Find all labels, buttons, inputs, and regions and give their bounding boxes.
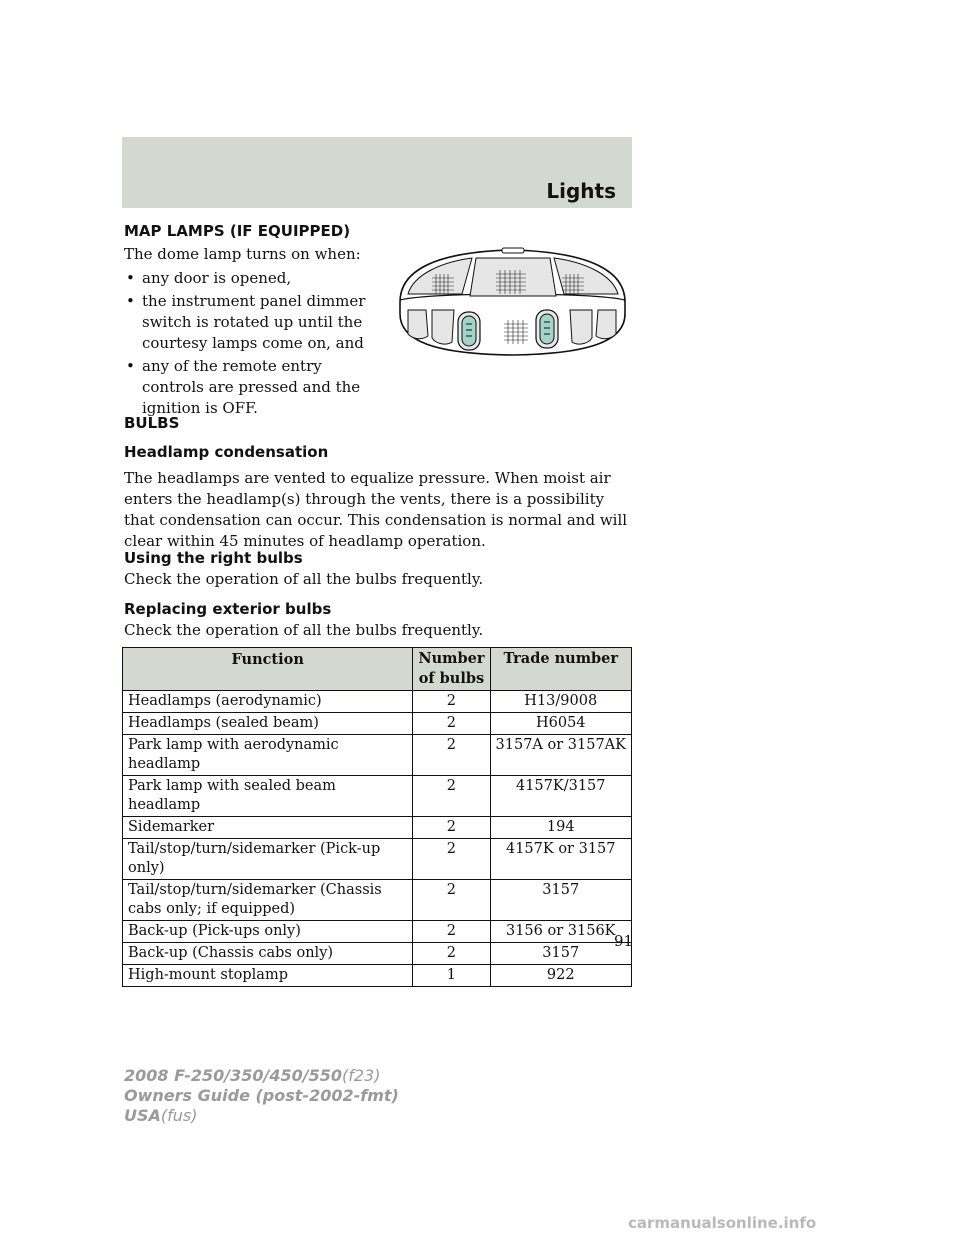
- cell-number: 2: [413, 735, 490, 776]
- cell-number: 2: [413, 691, 490, 713]
- cell-trade: 922: [490, 965, 632, 987]
- cell-trade: H13/9008: [490, 691, 632, 713]
- bullet-text: any of the remote entry controls are pressed and the ignition is OFF.: [142, 357, 361, 417]
- column-header-trade: Trade number: [490, 648, 632, 691]
- map-lamps-bullet-list: [124, 268, 384, 421]
- cell-function: Park lamp with aerodynamic headlamp: [123, 735, 413, 776]
- table-row: [123, 776, 632, 817]
- column-header-number: Number of bulbs: [413, 648, 490, 691]
- table-header-row: [123, 648, 632, 691]
- cell-function: Sidemarker: [123, 817, 413, 839]
- table-row: [123, 713, 632, 735]
- map-lamp-illustration: [392, 244, 633, 357]
- bullet-icon: •: [126, 269, 135, 287]
- bullet-text: the instrument panel dimmer switch is rotated up until the courtesy lamps come on, and: [142, 292, 366, 352]
- table-row: [123, 817, 632, 839]
- cell-function: Headlamps (sealed beam): [123, 713, 413, 735]
- cell-function: Tail/stop/turn/sidemarker (Pick-up only): [123, 839, 413, 880]
- cell-number: 2: [413, 839, 490, 880]
- section-header-band: [122, 137, 632, 208]
- cell-function: Back-up (Chassis cabs only): [123, 943, 413, 965]
- cell-function: High-mount stoplamp: [123, 965, 413, 987]
- document-footer: [124, 1066, 399, 1126]
- right-bulbs-text: Check the operation of all the bulbs frequently.: [124, 570, 484, 588]
- cell-trade: 4157K/3157: [490, 776, 632, 817]
- cell-number: 2: [413, 776, 490, 817]
- cell-number: 2: [413, 880, 490, 921]
- footer-market-code: (fus): [160, 1106, 198, 1125]
- bullet-text: any door is opened,: [142, 269, 292, 287]
- table-row: [123, 839, 632, 880]
- cell-number: 2: [413, 943, 490, 965]
- map-lamps-heading: MAP LAMPS (IF EQUIPPED): [124, 222, 351, 240]
- bulbs-heading: BULBS: [124, 414, 180, 432]
- cell-function: Tail/stop/turn/sidemarker (Chassis cabs only; if equipped): [123, 880, 413, 921]
- cell-trade: 3157A or 3157AK: [490, 735, 632, 776]
- headlamp-condensation-heading: Headlamp condensation: [124, 443, 329, 461]
- right-bulbs-heading: Using the right bulbs: [124, 549, 303, 567]
- list-item: [124, 268, 384, 289]
- map-lamps-intro: The dome lamp turns on when:: [124, 245, 361, 263]
- table-row: [123, 943, 632, 965]
- watermark: carmanualsonline.info: [628, 1214, 817, 1232]
- cell-number: 2: [413, 713, 490, 735]
- list-item: [124, 291, 384, 354]
- cell-trade: 194: [490, 817, 632, 839]
- footer-market: USA: [124, 1106, 161, 1125]
- cell-trade: 4157K or 3157: [490, 839, 632, 880]
- cell-number: 2: [413, 817, 490, 839]
- table-row: [123, 921, 632, 943]
- cell-function: Park lamp with sealed beam headlamp: [123, 776, 413, 817]
- table-row: [123, 965, 632, 987]
- table-row: [123, 735, 632, 776]
- page-number: 91: [614, 932, 634, 950]
- exterior-bulbs-text: Check the operation of all the bulbs frequently.: [124, 621, 484, 639]
- exterior-bulbs-heading: Replacing exterior bulbs: [124, 600, 332, 618]
- footer-guide: Owners Guide (post-2002-fmt): [124, 1086, 399, 1105]
- cell-function: Back-up (Pick-ups only): [123, 921, 413, 943]
- footer-model: 2008 F-250/350/450/550: [124, 1066, 342, 1085]
- cell-number: 2: [413, 921, 490, 943]
- cell-trade: H6054: [490, 713, 632, 735]
- bullet-icon: •: [126, 292, 135, 310]
- list-item: [124, 356, 384, 419]
- cell-trade: 3157: [490, 880, 632, 921]
- table-row: [123, 880, 632, 921]
- column-header-function: Function: [123, 648, 413, 691]
- headlamp-condensation-text: The headlamps are vented to equalize pressure. When moist air enters the headlamp(s) through the vents, there is a possibility that condensation can occur. This condensation is normal and will clear within 45 minutes of headlamp operation.: [124, 469, 628, 550]
- table-row: [123, 691, 632, 713]
- cell-function: Headlamps (aerodynamic): [123, 691, 413, 713]
- bullet-icon: •: [126, 357, 135, 375]
- cell-trade: 3157: [490, 943, 632, 965]
- cell-number: 1: [413, 965, 490, 987]
- bulb-table: [122, 647, 632, 987]
- section-title: Lights: [546, 179, 616, 203]
- footer-model-code: (f23): [342, 1066, 381, 1085]
- cell-trade: 3156 or 3156K: [490, 921, 632, 943]
